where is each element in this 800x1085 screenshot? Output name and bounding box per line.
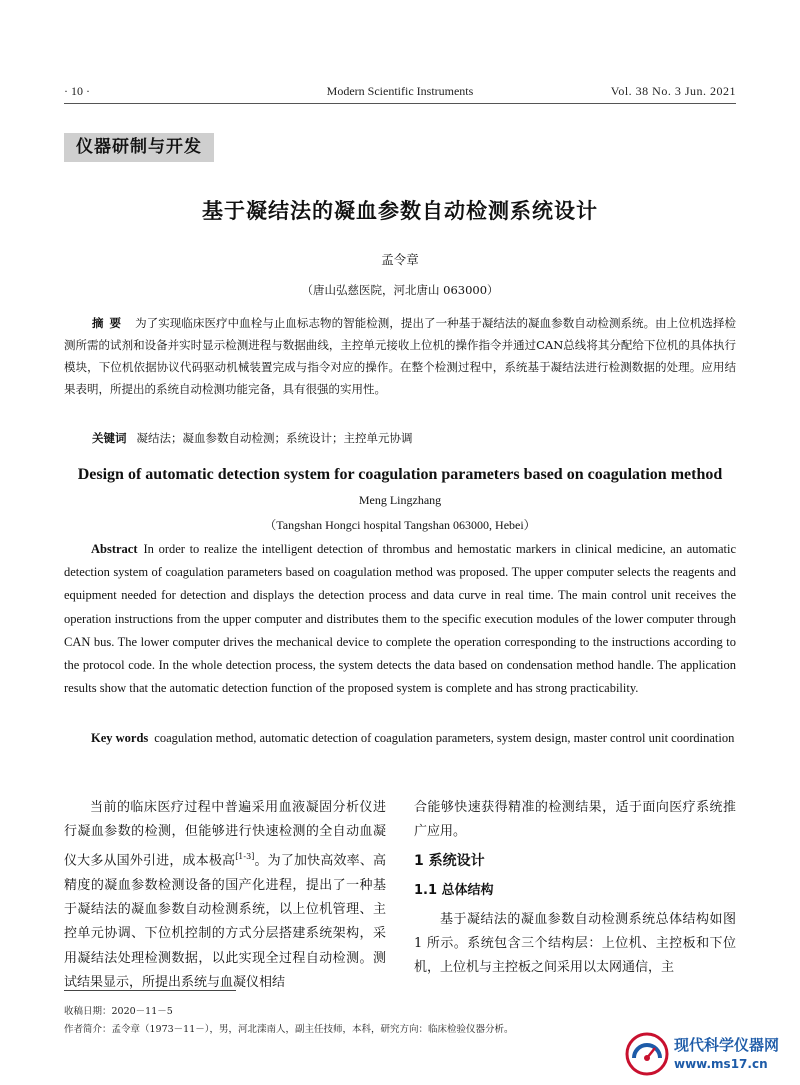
abstract-cn-text: 为了实现临床医疗中血栓与止血标志物的智能检测，提出了一种基于凝结法的凝血参数自动检测系统。由上位机选择检测所需的试剂和设备并实时显示检测进程与数据曲线，主控单元接收上位机的操作指令并通过CAN总线将其分配给下位机的具体执行模块，下位机依据协议代码驱动机械装置完成与指令对应的操作。在整个检测过程中，系统基于凝结法进行检测数据的处理。应用结果表明，所提出的系统自动检测功能完备，具有很强的实用性。 <box>64 316 737 396</box>
keywords-en-text: coagulation method, automatic detection of coagulation parameters, system design, master control unit coordination <box>154 731 735 745</box>
title-en: Design of automatic detection system for coagulation parameters based on coagulation method <box>77 466 723 483</box>
section-tag: 仪器研制与开发 <box>64 133 214 162</box>
intro-text-b: 。为了加快高效率、高精度的凝血参数检测设备的国产化进程，提出了一种基于凝结法的凝血参数自动检测系统，以上位机管理、主控单元协调、下位机控制的方式分层搭建系统架构，采用凝结法处理检测数据，以此实现全过程自动检测。测试结果显示，所提出系统与血凝仪相结 <box>64 853 386 991</box>
heading-overall-structure: 1.1 总体结构 <box>414 883 494 899</box>
citation: [1-3] <box>235 851 255 861</box>
watermark-logo <box>622 1028 797 1080</box>
heading-system-design: 1 系统设计 <box>414 852 485 869</box>
gauge-logo-icon <box>622 1028 672 1078</box>
abstract-cn <box>64 312 736 400</box>
title-cn: 基于凝结法的凝血参数自动检测系统设计 <box>202 199 598 223</box>
page-number: · 10 · <box>64 84 90 98</box>
keywords-cn-label: 关键词 <box>92 431 127 445</box>
header-rule <box>64 103 736 104</box>
keywords-cn <box>92 430 413 446</box>
watermark-name: 现代科学仪器网 <box>674 1036 780 1054</box>
abstract-cn-label: 摘要 <box>92 316 128 330</box>
body-right-column <box>414 796 736 981</box>
journal-name: Modern Scientific Instruments <box>326 84 474 98</box>
footnote-rule <box>64 990 236 991</box>
keywords-en <box>64 727 736 750</box>
structure-paragraph: 基于凝结法的凝血参数自动检测系统总体结构如图 1 所示。系统包含三个结构层：上位机、主控板和下位机，上位机与主控板之间采用以太网通信，主 <box>414 911 736 976</box>
author-cn: 孟令章 <box>381 252 419 267</box>
watermark-url: www.ms17.cn <box>674 1057 768 1071</box>
keywords-cn-text: 凝结法；凝血参数自动检测；系统设计；主控单元协调 <box>136 431 413 445</box>
intro-paragraph <box>64 796 386 996</box>
abstract-en-text: In order to realize the intelligent detection of thrombus and hemostatic markers in clinical medicine, an automatic detection system of coagulation parameters based on coagulation method was proposed. The upper computer selects the reagents and equipment needed for detection and displays the detection process and data curve in real time. The main control unit receives the operation instructions from the upper computer and distributes them to the specific execution modules of the lower computer through CAN bus. The lower computer drives the mechanical device to complete the operation corresponding to the instructions according to the protocol code. In the whole detection process, the system detects the data based on condensation method handle. The application results show that the automatic detection function of the proposed system is complete and has strong practicability. <box>64 542 736 696</box>
abstract-en <box>64 538 736 700</box>
intro-text-a: 当前的临床医疗过程中普遍采用血液凝固分析仪进行凝血参数的检测，但能够进行快速检测的全自动血凝仪大多从国外引进，成本极高 <box>64 800 386 869</box>
author-en: Meng Lingzhang <box>358 493 442 507</box>
journal-issue: Vol. 38 No. 3 Jun. 2021 <box>610 84 736 98</box>
affiliation-cn: （唐山弘慈医院，河北唐山 063000） <box>301 283 499 297</box>
intro-continued: 合能够快速获得精准的检测结果，适于面向医疗系统推广应用。 <box>414 800 736 840</box>
abstract-en-label: Abstract <box>91 542 138 556</box>
body-left-column <box>64 796 386 996</box>
footnote-author-bio: 作者简介：孟令章（1973－11－），男，河北滦南人，副主任技师，本科，研究方向：临床检验仪器分析。 <box>64 1024 514 1035</box>
affiliation-en: （Tangshan Hongci hospital Tangshan 063000, Hebei） <box>264 518 536 532</box>
keywords-en-label: Key words <box>91 731 149 745</box>
footnote-received: 收稿日期：2020－11－5 <box>64 1006 173 1017</box>
